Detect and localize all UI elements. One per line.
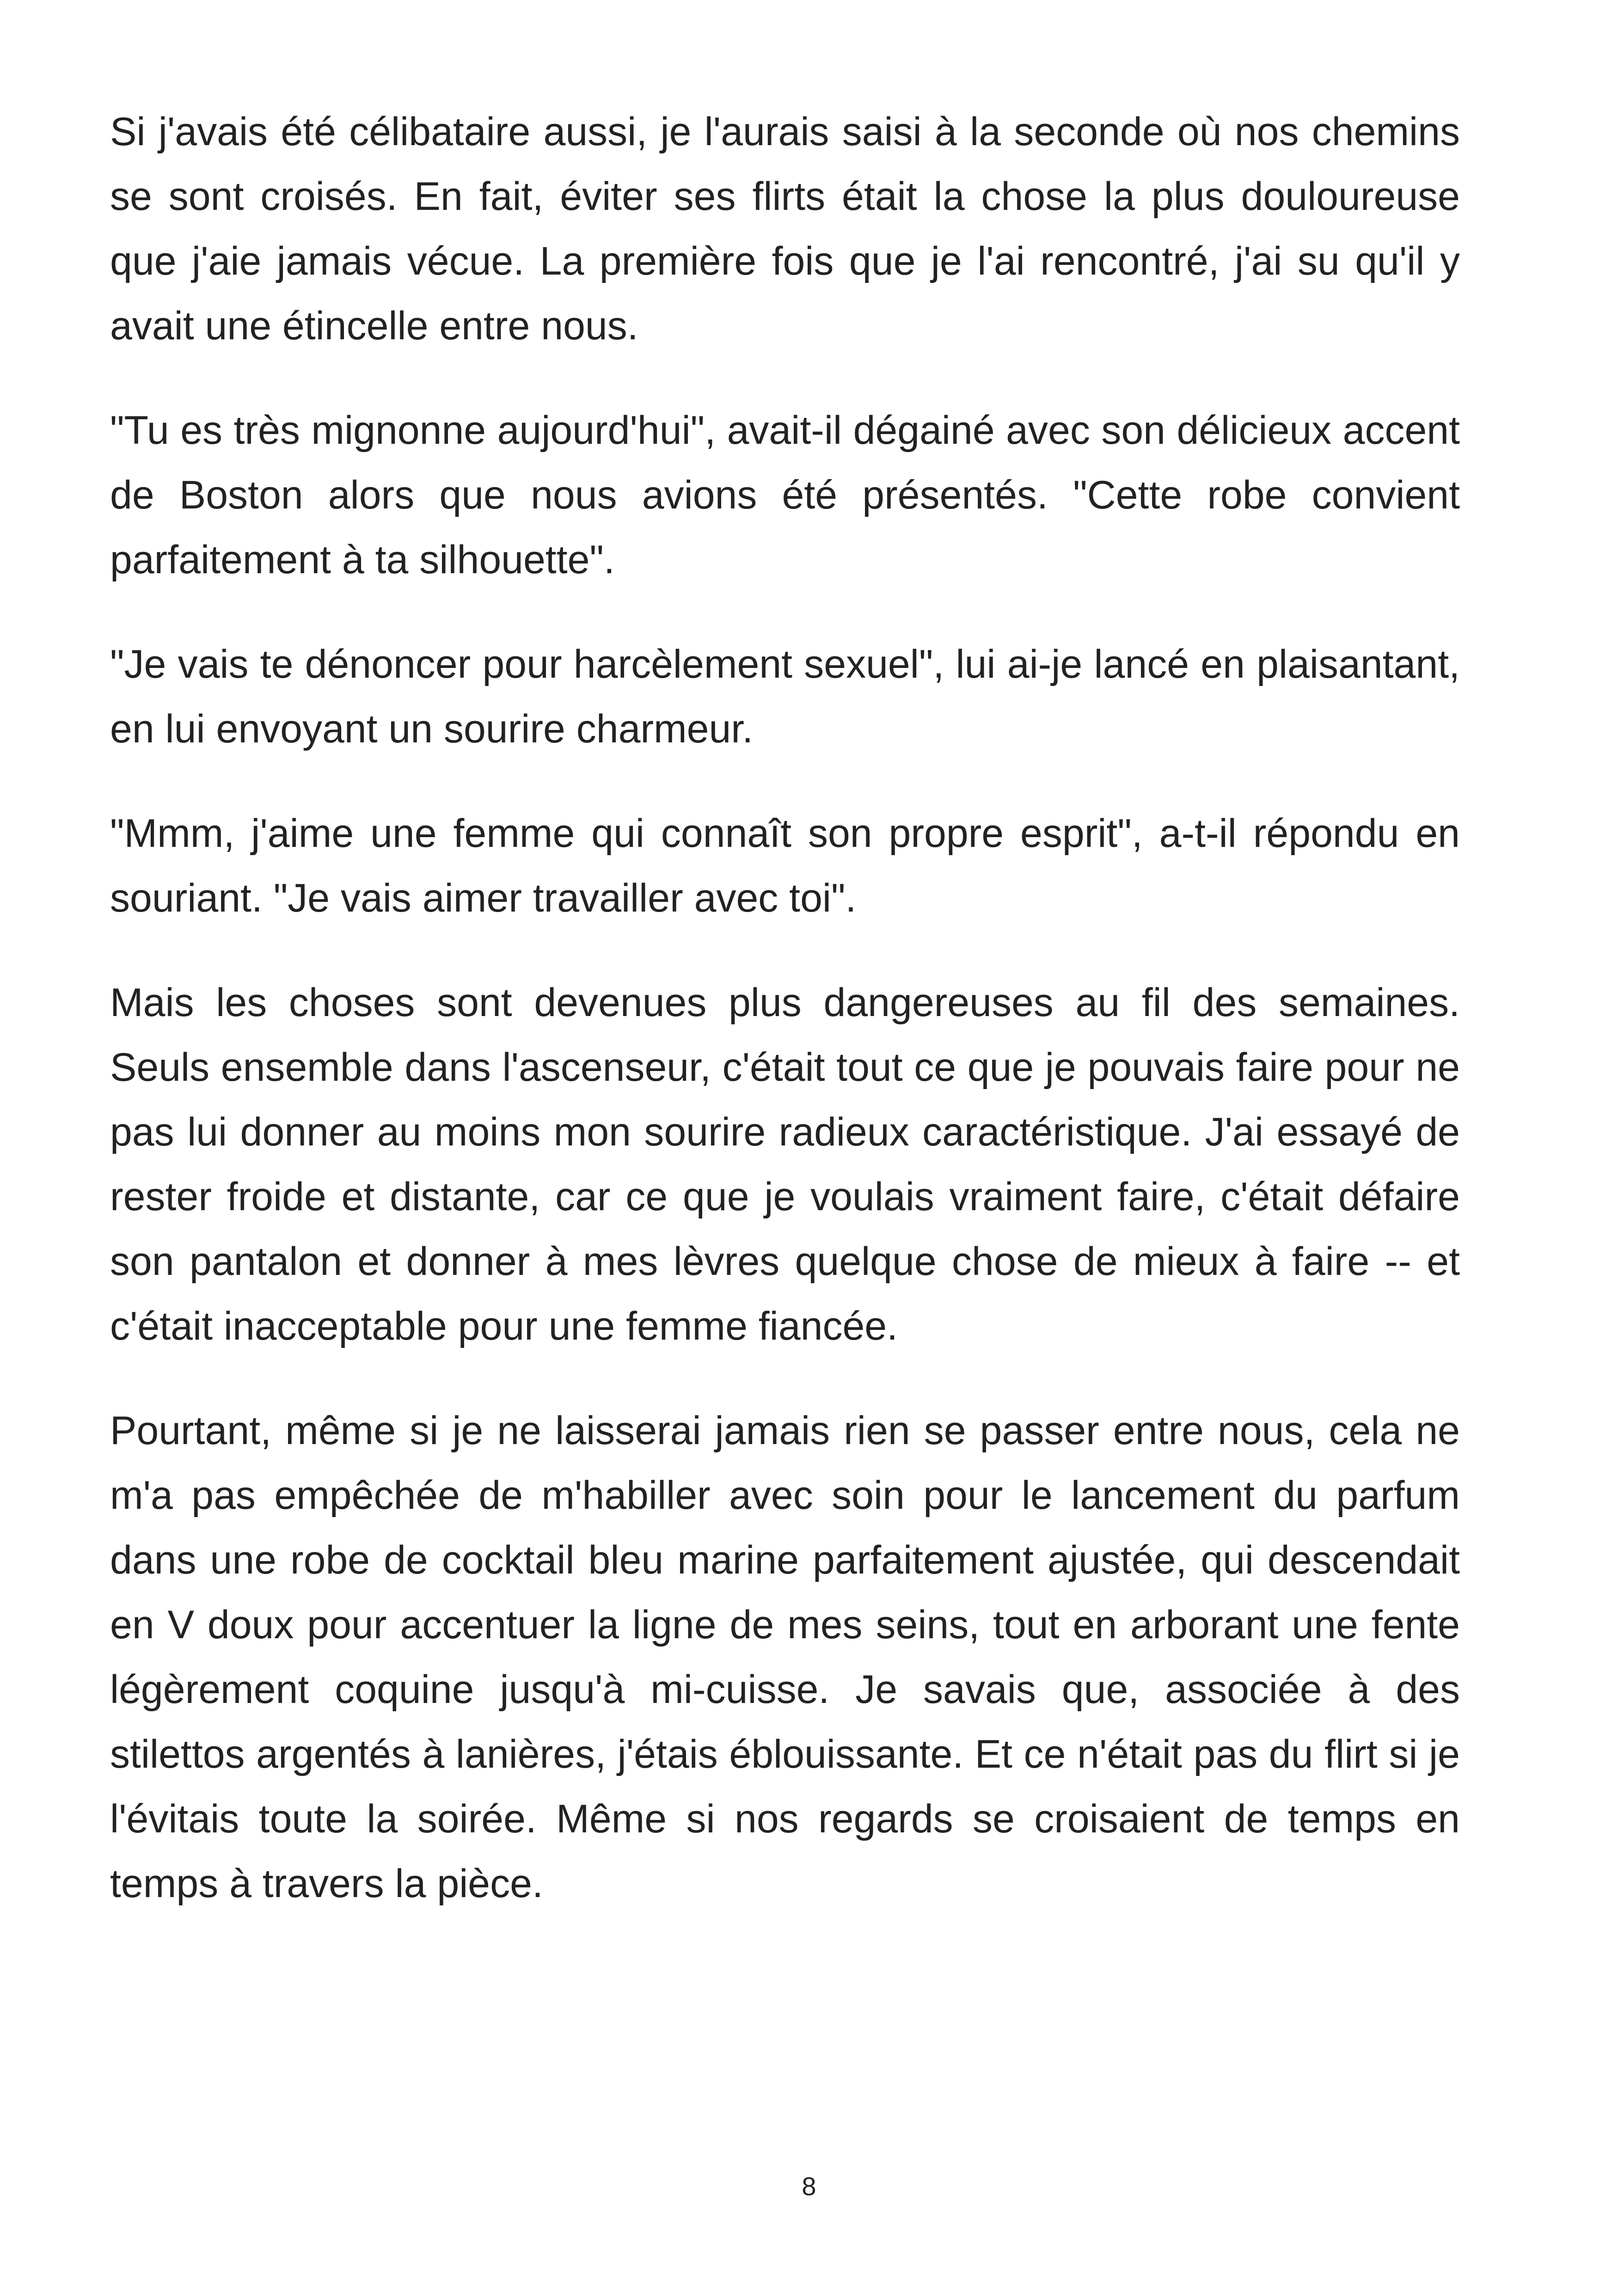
paragraph-2: "Tu es très mignonne aujourd'hui", avait-il dégainé avec son délicieux accent de Boston alors que nous avions été présentés. "Cette robe convient parfaitement à ta silhouette". (110, 408, 1460, 582)
page-number: 8 (802, 2172, 816, 2201)
paragraph-4: "Mmm, j'aime une femme qui connaît son propre esprit", a-t-il répondu en souriant. "Je vais aimer travailler avec toi". (110, 811, 1460, 920)
paragraph-1: Si j'avais été célibataire aussi, je l'aurais saisi à la seconde où nos chemins se sont croisés. En fait, éviter ses flirts était la chose la plus douloureuse que j'aie jamais vécue. La première fois que je l'ai rencontré, j'ai su qu'il y avait une étincelle entre nous. (110, 110, 1460, 348)
paragraph-3: "Je vais te dénoncer pour harcèlement sexuel", lui ai-je lancé en plaisantant, en lui envoyant un sourire charmeur. (110, 642, 1460, 751)
body-text (110, 99, 1460, 1956)
paragraph-5: Mais les choses sont devenues plus dangereuses au fil des semaines. Seuls ensemble dans l'ascenseur, c'était tout ce que je pouvais faire pour ne pas lui donner au moins mon sourire radieux caractéristique. J'ai essayé de rester froide et distante, car ce que je voulais vraiment faire, c'était défaire son pantalon et donner à mes lèvres quelque chose de mieux à faire -- et c'était inacceptable pour une femme fiancée. (110, 980, 1460, 1348)
paragraph-6: Pourtant, même si je ne laisserai jamais rien se passer entre nous, cela ne m'a pas empêchée de m'habiller avec soin pour le lancement du parfum dans une robe de cocktail bleu marine parfaitement ajustée, qui descendait en V doux pour accentuer la ligne de mes seins, tout en arborant une fente légèrement coquine jusqu'à mi-cuisse. Je savais que, associée à des stilettos argentés à lanières, j'étais éblouissante. Et ce n'était pas du flirt si je l'évitais toute la soirée. Même si nos regards se croisaient de temps en temps à travers la pièce. (110, 1408, 1460, 1906)
